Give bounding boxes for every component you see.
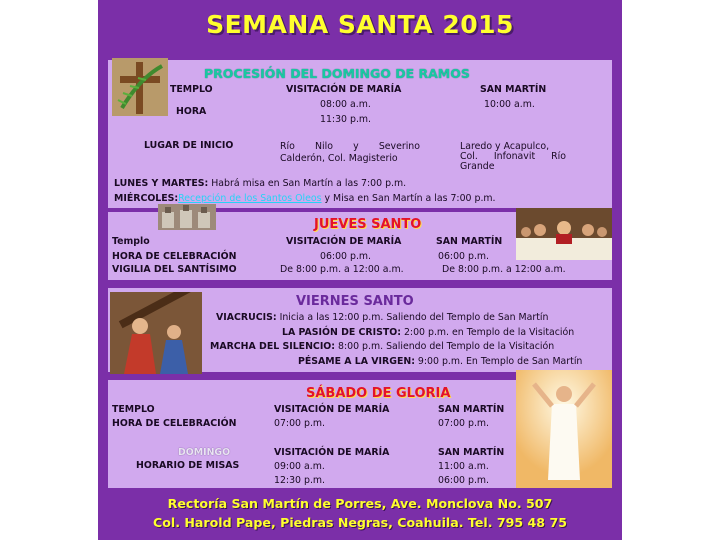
ramos-lugar-label: LUGAR DE INICIO (144, 140, 234, 151)
pesame-label: PÉSAME A LA VIRGEN: (298, 356, 415, 367)
jueves-celebracion-sanmartin: 06:00 p.m. (438, 251, 490, 262)
ramos-lugar-visitacion-2: Calderón, Col. Magisterio (280, 153, 398, 164)
sabado-celebracion-label: HORA DE CELEBRACIÓN (112, 418, 237, 429)
viacrucis-label: VIACRUCIS: (216, 312, 277, 323)
viacrucis-text: Inicia a las 12:00 p.m. Saliendo del Templo de San Martín (276, 312, 549, 323)
pesame-line (298, 356, 582, 368)
lunes-martes-text: Habrá misa en San Martín a las 7:00 p.m. (208, 178, 407, 189)
poster (98, 0, 622, 540)
sabado-col-templo: TEMPLO (112, 404, 155, 415)
lunes-martes-label: LUNES Y MARTES: (114, 178, 209, 189)
jueves-celebracion-visitacion: 06:00 p.m. (320, 251, 372, 262)
domingo-sanmartin-2: 06:00 p.m. (438, 475, 490, 486)
domingo-visitacion-2: 12:30 p.m. (274, 475, 326, 486)
ramos-hora-label: HORA (176, 106, 207, 117)
ramos-hora-sanmartin: 10:00 a.m. (484, 99, 535, 110)
jueves-col-templo: Templo (112, 236, 150, 247)
jueves-celebracion-label: HORA DE CELEBRACIÓN (112, 251, 237, 262)
jueves-heading: JUEVES SANTO (314, 217, 422, 232)
marcha-text: 8:00 p.m. Saliendo del Templo de la Visitación (335, 341, 555, 352)
marcha-label: MARCHA DEL SILENCIO: (210, 341, 336, 352)
footer-contact: Col. Harold Pape, Piedras Negras, Coahuila. Tel. 795 48 75 (153, 515, 567, 530)
domingo-misas-label: HORARIO DE MISAS (136, 460, 240, 471)
domingo-label: DOMINGO (178, 447, 231, 458)
footer-address: Rectoría San Martín de Porres, Ave. Monclova No. 507 (167, 496, 553, 511)
palm-cross-image (112, 58, 168, 116)
ramos-heading: PROCESIÓN DEL DOMINGO DE RAMOS (204, 66, 470, 81)
domingo-visitacion-1: 09:00 a.m. (274, 461, 325, 472)
oils-image (158, 204, 216, 230)
ramos-lugar-visitacion-1: Río Nilo y Severino (280, 141, 420, 152)
poster-title: SEMANA SANTA 2015 (206, 10, 514, 39)
viacrucis-line (216, 312, 548, 324)
pasion-label: LA PASIÓN DE CRISTO: (282, 327, 401, 338)
lunes-martes-note (114, 178, 406, 190)
sabado-celebracion-visitacion: 07:00 p.m. (274, 418, 326, 429)
jueves-col-visitacion: VISITACIÓN DE MARÍA (286, 236, 402, 247)
jueves-vigilia-label: VIGILIA DEL SANTÍSIMO (112, 264, 237, 275)
resurrection-image (516, 370, 612, 488)
via-crucis-image (110, 292, 202, 374)
sabado-col-visitacion: VISITACIÓN DE MARÍA (274, 404, 390, 415)
miercoles-text: y Misa en San Martín a las 7:00 p.m. (321, 193, 496, 204)
ramos-col-templo: TEMPLO (170, 84, 213, 95)
ramos-lugar-sanmartin-3: Grande (460, 161, 495, 172)
domingo-sanmartin-1: 11:00 a.m. (438, 461, 489, 472)
ramos-lugar-sanmartin-2: Col. Infonavit Río (460, 151, 566, 162)
marcha-line (210, 341, 554, 353)
ramos-lugar-sanmartin-1: Laredo y Acapulco, (460, 141, 550, 152)
domingo-col-visitacion: VISITACIÓN DE MARÍA (274, 447, 390, 458)
pasion-line (282, 327, 574, 339)
jueves-vigilia-sanmartin: De 8:00 p.m. a 12:00 a.m. (442, 264, 566, 275)
pasion-text: 2:00 p.m. en Templo de la Visitación (400, 327, 575, 338)
pesame-text: 9:00 p.m. En Templo de San Martín (414, 356, 583, 367)
miercoles-label: MIÉRCOLES: (114, 193, 179, 204)
sabado-col-sanmartin: SAN MARTÍN (438, 404, 505, 415)
ramos-hora-visitacion-2: 11:30 p.m. (320, 114, 372, 125)
sabado-heading: SÁBADO DE GLORIA (306, 386, 451, 401)
viernes-heading: VIERNES SANTO (296, 294, 414, 309)
ramos-hora-visitacion-1: 08:00 a.m. (320, 99, 371, 110)
miercoles-link: Recepción de los Santos Oleos (178, 193, 322, 204)
sabado-celebracion-sanmartin: 07:00 p.m. (438, 418, 490, 429)
jueves-col-sanmartin: SAN MARTÍN (436, 236, 503, 247)
ramos-col-visitacion: VISITACIÓN DE MARÍA (286, 84, 402, 95)
last-supper-image (516, 208, 612, 260)
jueves-vigilia-visitacion: De 8:00 p.m. a 12:00 a.m. (280, 264, 404, 275)
domingo-col-sanmartin: SAN MARTÍN (438, 447, 505, 458)
ramos-col-sanmartin: SAN MARTÍN (480, 84, 547, 95)
